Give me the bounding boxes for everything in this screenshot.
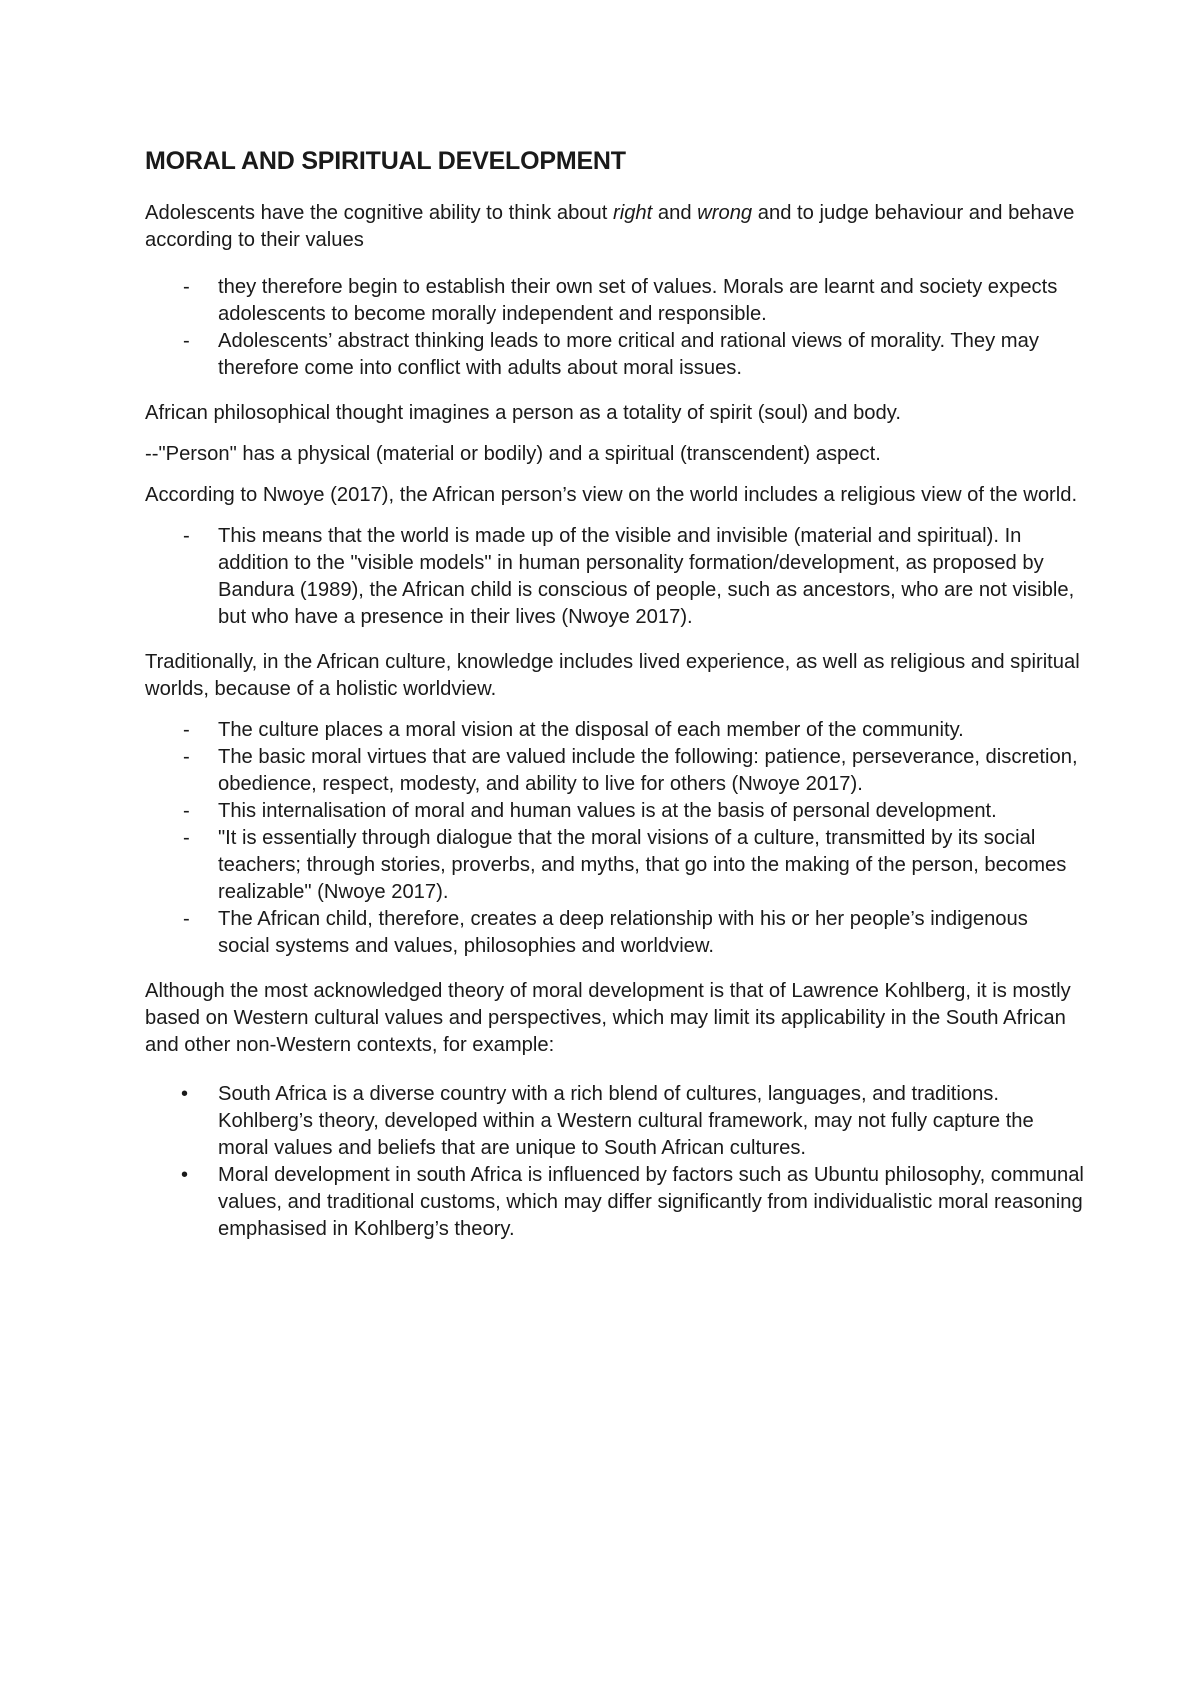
dash-marker: - <box>183 330 190 352</box>
list-item <box>145 906 1085 960</box>
intro-emphasis-wrong: wrong <box>697 202 753 224</box>
dash-marker: - <box>183 908 190 930</box>
person-paragraph: --"Person" has a physical (material or bodily) and a spiritual (transcendent) aspect. <box>145 443 881 465</box>
list-item-text: "It is essentially through dialogue that the moral visions of a culture, transmitted by its social teachers; through stories, proverbs, and myths, that go into the making of the person, becomes realizable" (Nwoye 2017). <box>218 827 1067 903</box>
nwoye-paragraph: According to Nwoye (2017), the African person’s view on the world includes a religious view of the world. <box>145 484 1078 506</box>
list-item-text: they therefore begin to establish their own set of values. Morals are learnt and society expects adolescents to become morally independent and responsible. <box>218 276 1058 325</box>
intro-text: and to judge behaviour and behave according to their values <box>145 202 1075 251</box>
list-item-text: The culture places a moral vision at the disposal of each member of the community. <box>218 719 964 741</box>
list-item-text: Adolescents’ abstract thinking leads to more critical and rational views of morality. They may therefore come into conflict with adults about moral issues. <box>218 330 1039 379</box>
bullet-marker: • <box>181 1164 189 1186</box>
list-item <box>145 717 1085 744</box>
intro-text: and <box>652 202 698 224</box>
kohlberg-paragraph: Although the most acknowledged theory of moral development is that of Lawrence Kohlberg, it is mostly based on Western cultural values and perspectives, which may limit its applicability in the South African and other non-Western contexts, for example: <box>145 980 1071 1056</box>
dash-marker: - <box>183 827 190 849</box>
list-item <box>145 744 1085 798</box>
african-thought-paragraph: African philosophical thought imagines a person as a totality of spirit (soul) and body. <box>145 402 901 424</box>
traditional-paragraph: Traditionally, in the African culture, knowledge includes lived experience, as well as religious and spiritual worlds, because of a holistic worldview. <box>145 651 1080 700</box>
list-item-text: Moral development in south Africa is influenced by factors such as Ubuntu philosophy, communal values, and traditional customs, which may differ significantly from individualistic moral reasoning emphasised in Kohlberg’s theory. <box>218 1164 1084 1240</box>
dash-marker: - <box>183 525 190 547</box>
worldview-list <box>145 523 1085 631</box>
list-item <box>145 274 1085 328</box>
list-item-text: South Africa is a diverse country with a rich blend of cultures, languages, and traditions. Kohlberg’s theory, developed within a Western cultural framework, may not fully capture the moral values and beliefs that are unique to South African cultures. <box>218 1083 1034 1159</box>
dash-marker: - <box>183 719 190 741</box>
page-title: MORAL AND SPIRITUAL DEVELOPMENT <box>145 147 626 175</box>
list-item <box>145 328 1085 382</box>
list-item-text: This internalisation of moral and human values is at the basis of personal development. <box>218 800 997 822</box>
south-africa-list <box>145 1081 1085 1243</box>
list-item <box>145 798 1085 825</box>
intro-paragraph <box>145 200 1085 254</box>
list-item <box>145 1162 1085 1243</box>
intro-text: Adolescents have the cognitive ability to think about <box>145 202 613 224</box>
culture-list <box>145 717 1085 960</box>
dash-marker: - <box>183 746 190 768</box>
document-page <box>145 146 1085 1261</box>
list-item <box>145 1081 1085 1162</box>
list-item <box>145 825 1085 906</box>
intro-emphasis-right: right <box>612 202 653 224</box>
list-item-text: The basic moral virtues that are valued include the following: patience, perseverance, discretion, obedience, respect, modesty, and ability to live for others (Nwoye 2017). <box>218 746 1078 795</box>
dash-marker: - <box>183 276 190 298</box>
list-item-text: This means that the world is made up of the visible and invisible (material and spiritual). In addition to the "visible models" in human personality formation/development, as proposed by Bandura (1989), the African child is conscious of people, such as ancestors, who are not visible, but who have a presence in their lives (Nwoye 2017). <box>218 525 1075 628</box>
bullet-marker: • <box>181 1083 189 1105</box>
list-item <box>145 523 1085 631</box>
values-list <box>145 274 1085 382</box>
dash-marker: - <box>183 800 190 822</box>
list-item-text: The African child, therefore, creates a deep relationship with his or her people’s indigenous social systems and values, philosophies and worldview. <box>218 908 1028 957</box>
